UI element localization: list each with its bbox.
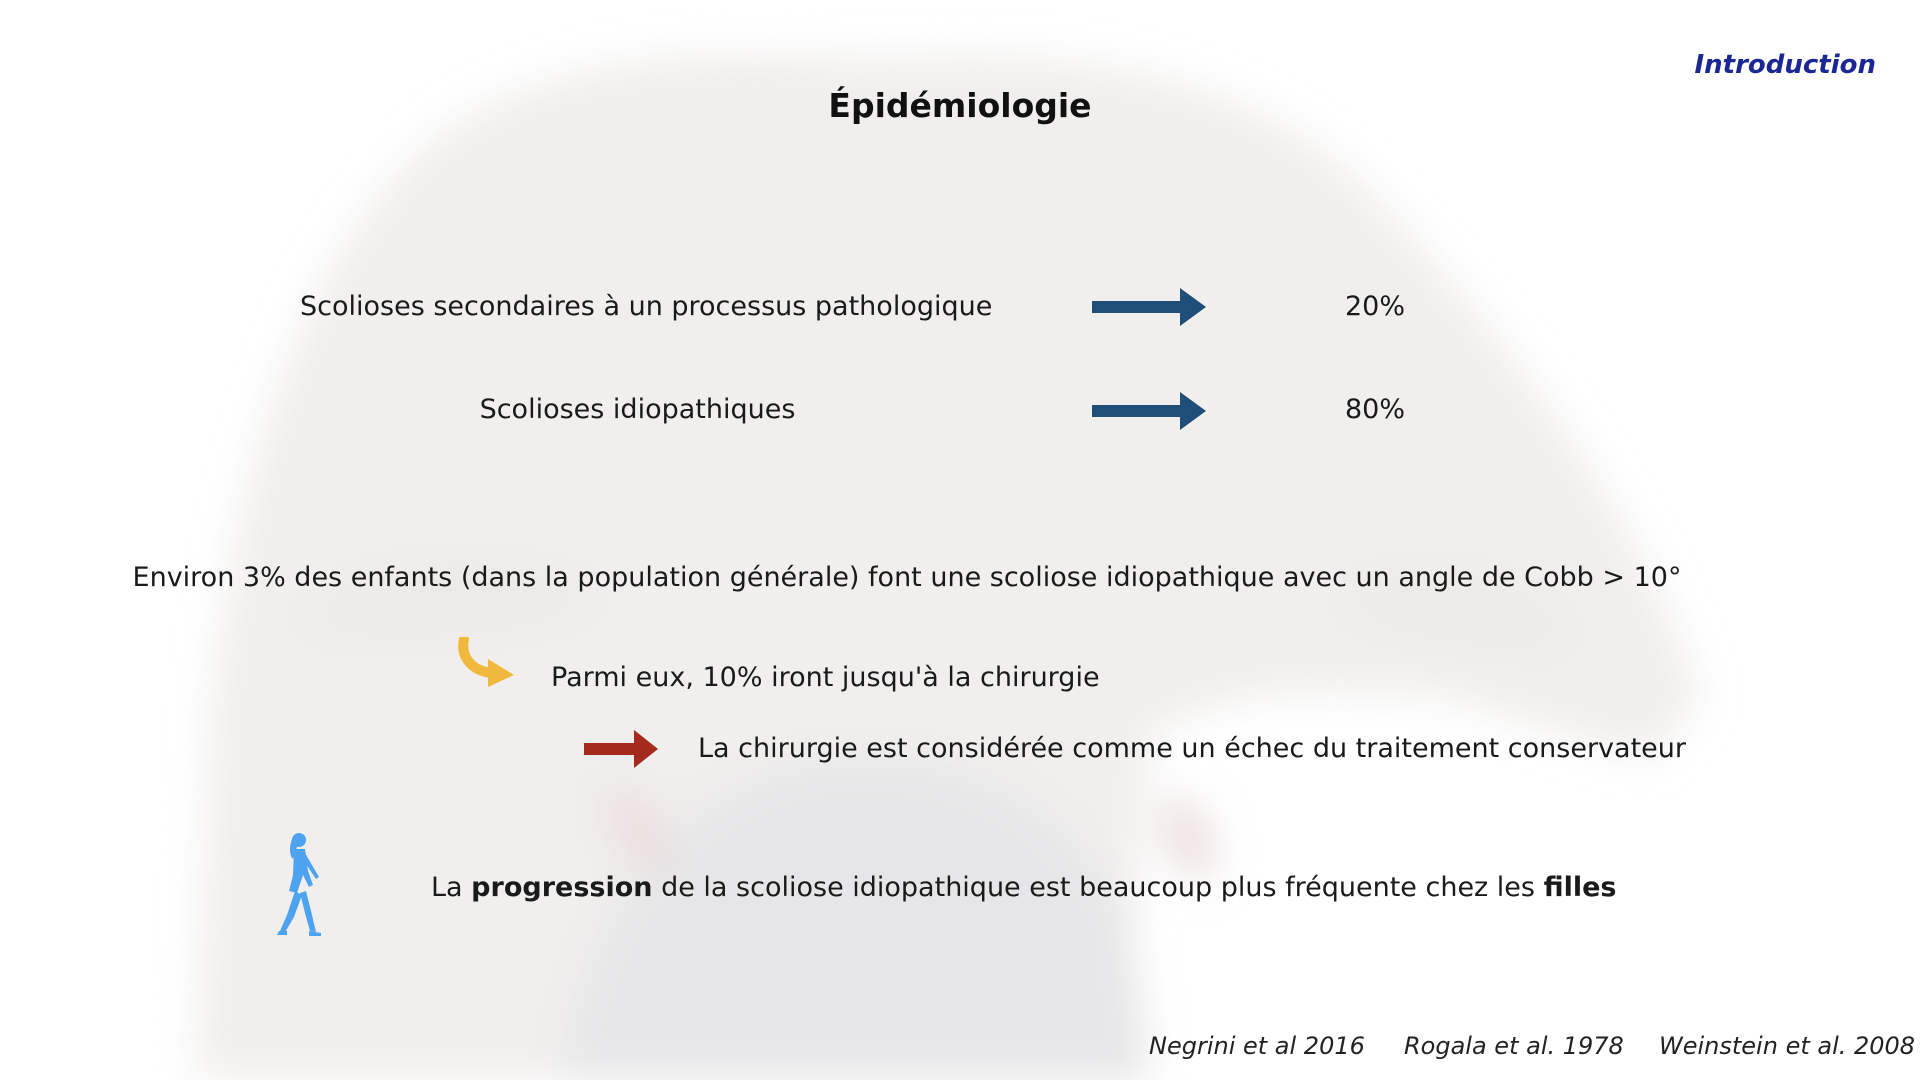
surgery-failure-point: La chirurgie est considérée comme un échec du traitement conservateur [698, 733, 1686, 764]
progression-statement [431, 872, 1616, 903]
right-arrow-icon [1092, 286, 1206, 328]
comparison-value-secondary: 20% [1345, 291, 1406, 322]
progression-keyword: progression [471, 872, 653, 903]
reference-weinstein: Weinstein et al. 2008 [1659, 1032, 1916, 1060]
surgery-point: Parmi eux, 10% iront jusqu'à la chirurgie [551, 662, 1100, 693]
progression-prefix: La [431, 872, 472, 903]
walking-girl-icon [275, 831, 331, 937]
reference-negrini: Negrini et al 2016 [1149, 1032, 1365, 1060]
reference-rogala: Rogala et al. 1978 [1404, 1032, 1624, 1060]
right-arrow-icon [584, 728, 658, 770]
epidemiology-statement: Environ 3% des enfants (dans la population générale) font une scoliose idiopathique avec un angle de Cobb > 10° [132, 562, 1682, 593]
page-title: Épidémiologie [828, 86, 1092, 125]
comparison-label-idiopathic: Scolioses idiopathiques [479, 394, 796, 425]
comparison-value-idiopathic: 80% [1345, 394, 1406, 425]
progression-middle: de la scoliose idiopathique est beaucoup plus fréquente chez les [652, 872, 1544, 903]
comparison-label-secondary: Scolioses secondaires à un processus pathologique [300, 291, 993, 322]
girls-keyword: filles [1543, 872, 1617, 903]
curved-arrow-icon [458, 637, 516, 687]
right-arrow-icon [1092, 390, 1206, 432]
section-label: Introduction [1694, 50, 1876, 80]
